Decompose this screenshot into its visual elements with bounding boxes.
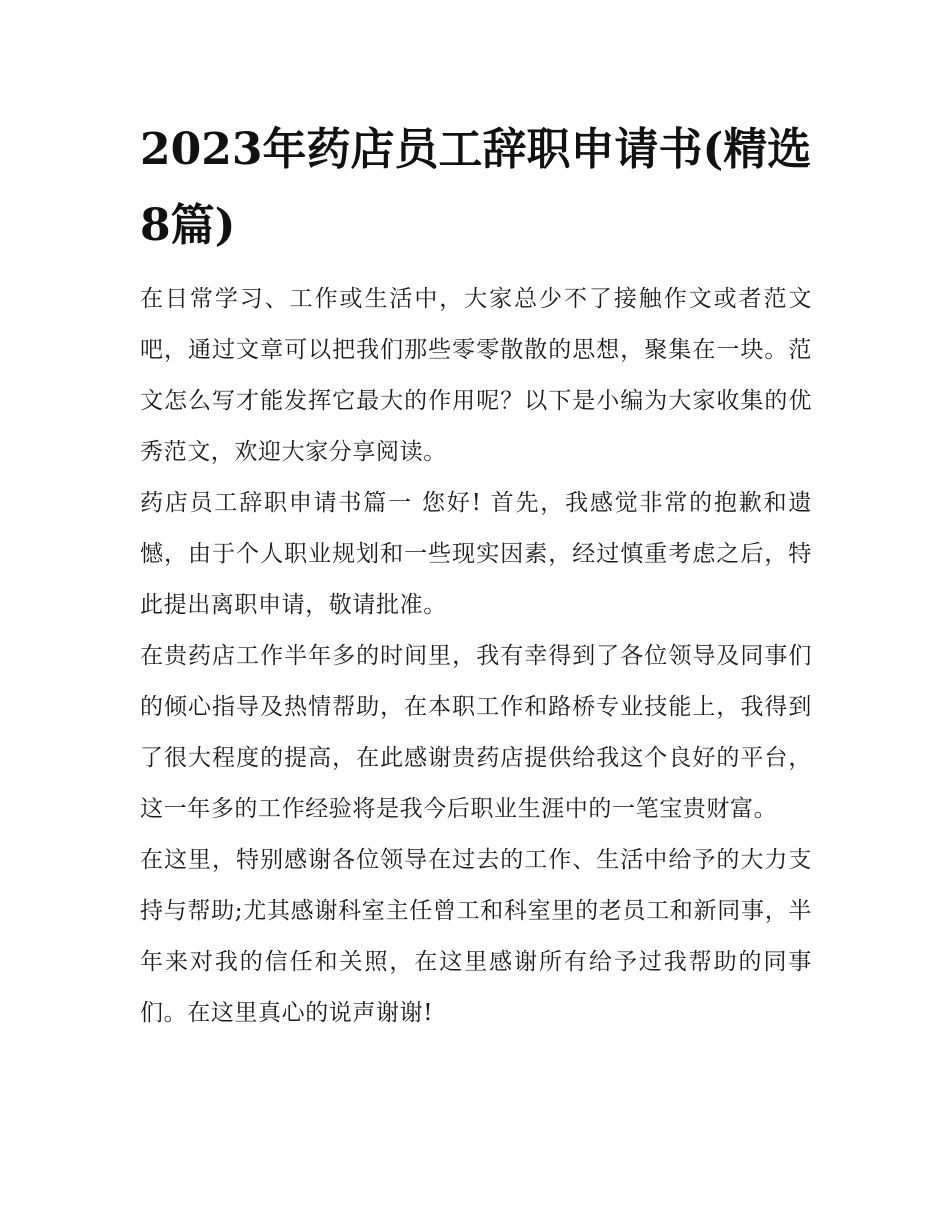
paragraph-thanks-colleagues: 在这里，特别感谢各位领导在过去的工作、生活中给予的大力支持与帮助;尤其感谢科室主任曾工和科室里的老员工和新同事，半年来对我的信任和关照，在这里感谢所有给予过我帮助的同事们。在这里真心的说声谢谢!: [140, 847, 812, 1026]
paragraph-intro: 在日常学习、工作或生活中，大家总少不了接触作文或者范文吧，通过文章可以把我们那些零零散散的思想，聚集在一块。范文怎么写才能发挥它最大的作用呢？以下是小编为大家收集的优秀范文，欢迎大家分享阅读。: [140, 286, 812, 465]
document-title: 2023年药店员工辞职申请书(精选8篇): [140, 124, 812, 251]
paragraph-gratitude-work: 在贵药店工作半年多的时间里，我有幸得到了各位领导及同事们的倾心指导及热情帮助，在本职工作和路桥专业技能上，我得到了很大程度的提高，在此感谢贵药店提供给我这个良好的平台，这一年多的工作经验将是我今后职业生涯中的一笔宝贵财富。: [140, 643, 812, 822]
paragraph-opening: 药店员工辞职申请书篇一 您好! 首先，我感觉非常的抱歉和遗憾，由于个人职业规划和一些现实因素，经过慎重考虑之后，特此提出离职申请，敬请批准。: [140, 490, 812, 618]
